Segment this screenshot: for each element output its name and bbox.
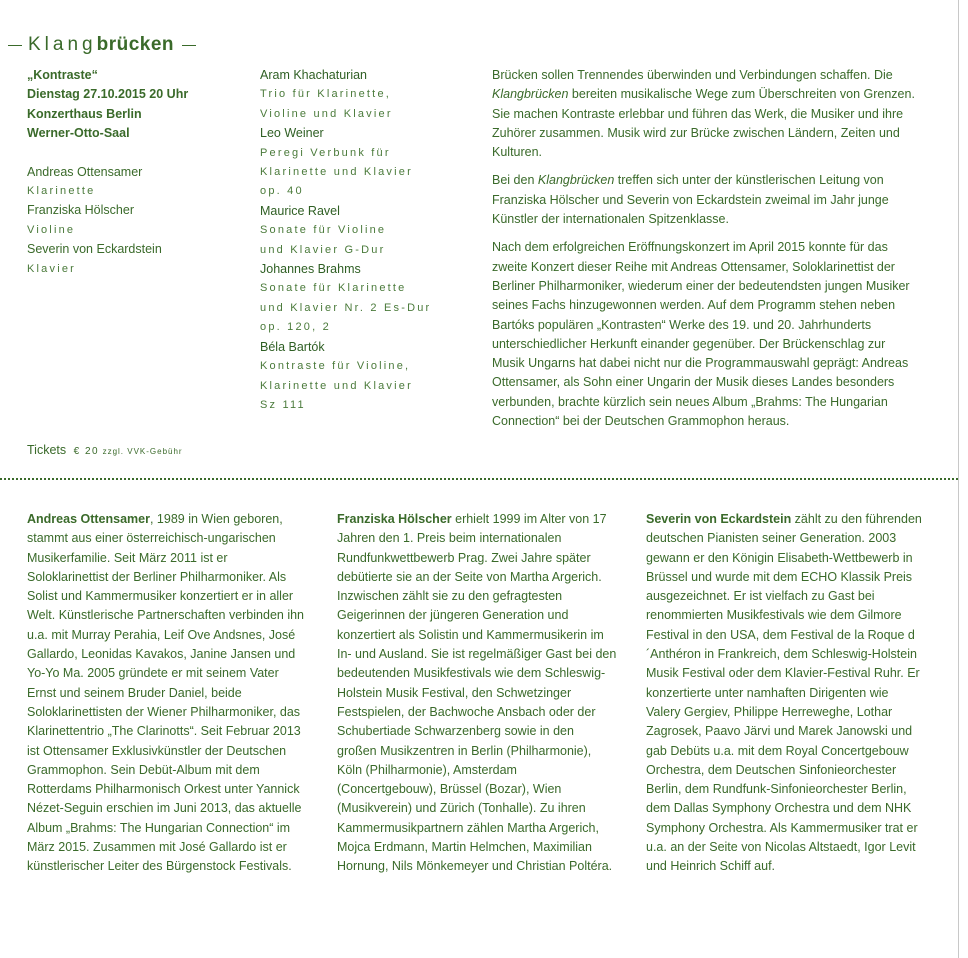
performer-instrument: Klarinette	[27, 185, 96, 198]
title-part-light: Klang	[28, 34, 97, 55]
program-composer: Maurice Ravel	[260, 203, 340, 218]
event-title: „Kontraste“	[27, 68, 98, 82]
tickets-label: Tickets	[27, 443, 67, 457]
event-hall: Werner-Otto-Saal	[27, 126, 130, 141]
intro-paragraph: Nach dem erfolgreichen Eröffnungskonzert im April 2015 konnte für das zweite Konzert dieser Reihe mit Andreas Ottensamer, Soloklarinettist der Berliner Philharmoniker, wiederum einer der bedeutendsten jungen Musiker seines Fachs hinzugewonnen werden. Auf dem Programm stehen neben Bartóks populären „Kontrasten“ Werke des 19. und 20. Jahrhunderts unterschiedlicher Herkunft einander gegenüber. Der Brückenschlag zur Musik Ungarns hat dabei nicht nur die Programmauswahl geprägt: Andreas Ottensamer, als Sohn einer Ungarin der Musik dieses Landes besonders verbunden, brachte kürzlich sein neues Album „Brahms: The Hungarian Connection“ bei der Deutschen Grammophon heraus.	[492, 240, 910, 429]
tickets-info	[27, 443, 183, 457]
program-work-line: Sonate für Violine	[260, 224, 387, 237]
program-work-line: Kontraste für Violine,	[260, 360, 411, 373]
program-work-line: Klarinette und Klavier	[260, 379, 413, 392]
bio-hoelscher	[337, 510, 617, 877]
title-rule-right	[182, 45, 196, 46]
bio-eckardstein	[646, 510, 926, 877]
program-work-line: Violine und Klavier	[260, 107, 393, 120]
dotted-divider	[0, 478, 958, 480]
intro-paragraph: Bei den Klangbrücken treffen sich unter der künstlerischen Leitung von Franziska Hölscher und Severin von Eckardstein zweimal im Jahr junge Künstler der internationalen Spitzenklasse.	[492, 173, 889, 227]
bio-name: Franziska Hölscher	[337, 512, 452, 526]
program-composer: Aram Khachaturian	[260, 68, 368, 82]
program-composer: Béla Bartók	[260, 339, 325, 354]
event-date: Dienstag 27.10.2015 20 Uhr	[27, 87, 189, 102]
bio-name: Andreas Ottensamer	[27, 512, 150, 526]
program-work-line: und Klavier Nr. 2 Es-Dur	[260, 301, 432, 314]
performer-name: Franziska Hölscher	[27, 203, 134, 218]
performer-instrument: Violine	[27, 223, 76, 236]
bio-text: erhielt 1999 im Alter von 17 Jahren den 1. Preis beim internationalen Rundfunkwettbewerb Prag. Zwei Jahre später debütierte sie an der Seite von Martha Argerich. Inzwischen zählt sie zu den gefragtesten Geigerinnen der jüngeren Generation und konzertiert als Solistin und Kammermusikerin im In- und Ausland. Sie ist regelmäßiger Gast bei den bedeutenden Musikfestivals wie dem Schleswig-Holstein Musik Festival, den Schwetzinger Festspielen, der Bachwoche Ansbach oder der Schubertiade Schwarzenberg sowie in den großen Musikzentren in Berlin (Philharmonie), Köln (Philharmonie), Amsterdam (Concertgebouw), Brüssel (Bozar), Wien (Musikverein) und Zürich (Tonhalle). Zu ihren Kammermusikpartnern zählen Martha Argerich, Mojca Erdmann, Martin Helmchen, Maximilian Hornung, Nils Mönkemeyer und Christian Poltéra.	[337, 512, 617, 874]
title-part-bold: brücken	[96, 34, 175, 55]
bio-name: Severin von Eckardstein	[646, 512, 792, 526]
intro-column	[492, 66, 917, 440]
program-column	[260, 66, 475, 415]
performer-name: Severin von Eckardstein	[27, 242, 162, 257]
title-rule-left	[8, 45, 22, 46]
program-composer: Leo Weiner	[260, 126, 324, 141]
program-composer: Johannes Brahms	[260, 262, 361, 277]
tickets-fee: zzgl. VVK-Gebühr	[102, 447, 183, 456]
program-work-line: Sz 111	[260, 398, 306, 411]
event-info-column	[27, 66, 247, 279]
performer-instrument: Klavier	[27, 262, 77, 275]
series-title	[8, 34, 196, 56]
tickets-price: € 20	[73, 446, 100, 457]
program-work-line: Klarinette und Klavier	[260, 166, 413, 179]
performer-name: Andreas Ottensamer	[27, 164, 143, 179]
bio-text: , 1989 in Wien geboren, stammt aus einer österreichisch-ungarischen Musikerfamilie. Seit März 2011 ist er Soloklarinettist der Berliner Philharmoniker. Als Solist und Kammermusiker konzertiert er in aller Welt. Künstlerische Partnerschaften verbinden ihn u.a. mit Murray Perahia, Leif Ove Andsnes, José Gallardo, Leonidas Kavakos, Janine Jansen und Yo-Yo Ma. 2005 gründete er mit seinem Vater Ernst und seinem Bruder Daniel, beide Soloklarinettisten der Wiener Philharmoniker, das Klarinettentrio „The Clarinotts“. Seit Februar 2013 ist Ottensamer Exklusivkünstler der Deutschen Grammophon. Sein Debüt-Album mit dem Rotterdams Philharmonisch Orkest unter Yannick Nézet-Seguin erschien im Juni 2013, das aktuelle Album „Brahms: The Hungarian Connection“ im März 2015. Zusammen mit José Gallardo ist er künstlerischer Leiter des Bürgenstock Festivals.	[27, 512, 305, 874]
event-venue: Konzerthaus Berlin	[27, 106, 142, 121]
program-work-line: Trio für Klarinette,	[260, 88, 392, 101]
bio-ottensamer	[27, 510, 307, 877]
intro-paragraph: Brücken sollen Trennendes überwinden und Verbindungen schaffen. Die Klangbrücken bereiten musikalische Wege zum Überschreiten von Grenzen. Sie machen Kontraste erlebbar und führen das Werk, die Musiker und ihre Zuhörer zusammen. Musik wird zur Brücke zwischen Ländern, Zeiten und Kulturen.	[492, 68, 915, 160]
bio-text: zählt zu den führenden deutschen Pianisten seiner Generation. 2003 gewann er den Königin Elisabeth-Wettbewerb in Brüssel und wurde mit dem ECHO Klassik Preis ausgezeichnet. Er ist vielfach zu Gast bei renommierten Musikfestivals wie dem Gilmore Festival in den USA, dem Festival de la Roque d´Anthéron in Frankreich, dem Schleswig-Holstein Musik Festival oder dem Klavier-Festival Ruhr. Er konzertierte unter namhaften Dirigenten wie Valery Gergiev, Philippe Herreweghe, Lothar Zagrosek, Paavo Järvi und Marek Janowski und gab Debüts u.a. mit dem Royal Concertgebouw Orchestra, dem Deutschen Sinfonieorchester Berlin, dem Rundfunk-Sinfonieorchester Berlin, dem Dallas Symphony Orchestra und dem NHK Symphony Orchestra. Als Kammermusiker trat er u.a. an der Seite von Nicolas Altstaedt, Igor Levit und Heinrich Schiff auf.	[646, 512, 922, 874]
program-work-line: op. 120, 2	[260, 321, 331, 334]
program-work-line: und Klavier G-Dur	[260, 243, 386, 256]
program-work-line: Peregi Verbunk für	[260, 146, 391, 159]
program-work-line: Sonate für Klarinette	[260, 282, 407, 295]
program-work-line: op. 40	[260, 185, 304, 198]
